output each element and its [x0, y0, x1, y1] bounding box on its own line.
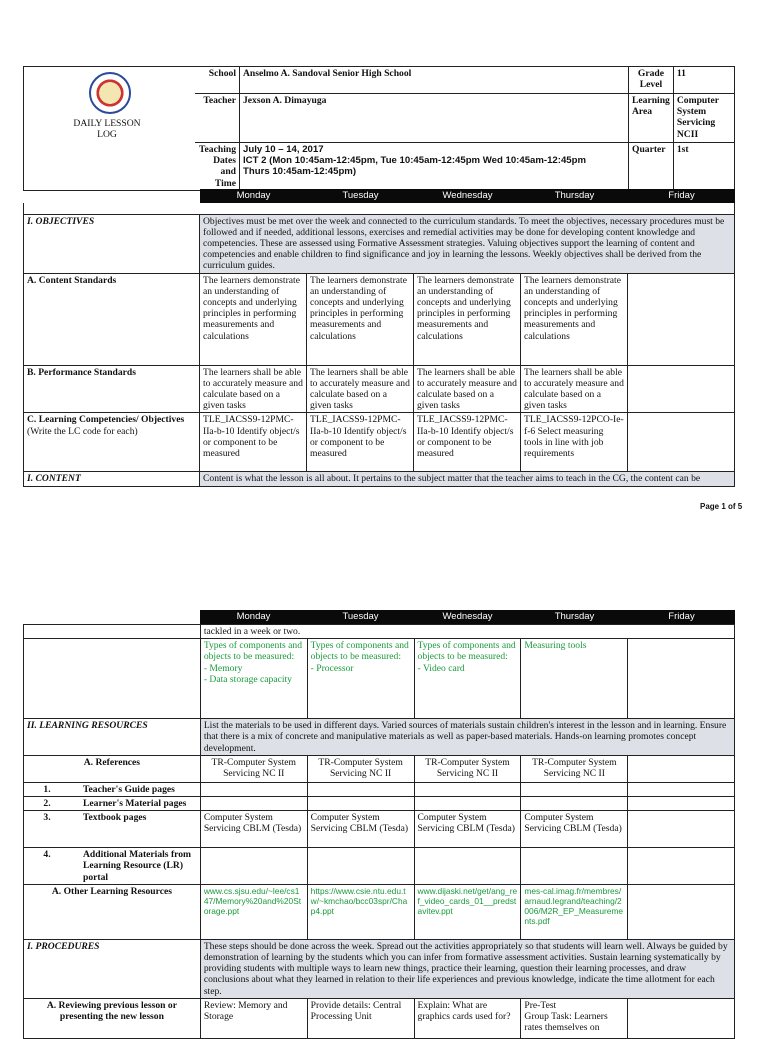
dates-line-2: ICT 2 (Mon 10:45am-12:45pm, Tue 10:45am-12:45pm Wed 10:45am-12:45pm — [243, 155, 587, 167]
performance-standards-thu: The learners shall be able to accurately measure and calculate based on a given tasks — [521, 365, 628, 413]
link-tue[interactable]: https://www.csie.ntu.edu.tw/~kmchao/bcc03spr/Chap4.ppt — [307, 884, 414, 939]
textbook-text: Textbook pages — [83, 812, 147, 824]
day-monday: Monday — [236, 190, 271, 201]
textbook-tue: Computer System Servicing CBLM (Tesda) — [307, 811, 414, 848]
learners-material-text: Learner's Material pages — [83, 798, 187, 810]
procedures-label: I. PROCEDURES — [24, 939, 201, 998]
performance-standards-tue: The learners shall be able to accurately measure and calculate based on a given tasks — [307, 365, 414, 413]
references-label: A. References — [24, 755, 201, 782]
grade-value: 11 — [673, 67, 734, 94]
topic-tue: Types of components and objects to be measured: - Processor — [307, 639, 414, 719]
performance-standards-mon: The learners shall be able to accurately measure and calculate based on a given tasks — [200, 365, 307, 413]
textbook-wed: Computer System Servicing CBLM (Tesda) — [414, 811, 521, 848]
learning-resources-text: List the materials to be used in different days. Varied sources of materials sustain children's interest in the lesson and in learning. Ensure that there is a mix of concrete and manipulative materials as well as paper-based materials. Hands-on learning promotes concept development. — [200, 719, 734, 756]
content-standards-tue: The learners demonstrate an understanding of concepts and underlying principles in performing measurements and calculations — [307, 273, 414, 365]
performance-standards-label: B. Performance Standards — [24, 365, 200, 413]
additional-materials-num: 4. — [43, 849, 51, 861]
competencies-thu: TLE_IACSS9-12PCO-Ie-f-6 Select measuring tools in line with job requirements — [521, 413, 628, 472]
dates-line-1: July 10 – 14, 2017 — [243, 144, 324, 155]
link-wed[interactable]: www.dijaski.net/get/ang_ref_video_cards_01__predstavitev.ppt — [414, 884, 521, 939]
reviewing-label: A. Reviewing previous lesson or presenting the new lesson — [24, 998, 201, 1038]
day-header-bar-2 — [200, 610, 735, 624]
objectives-table — [23, 203, 735, 487]
quarter-value: 1st — [673, 143, 734, 191]
competencies-wed: TLE_IACSS9-12PMC-IIa-b-10 Identify object/s or component to be measured — [414, 413, 521, 472]
area-label: Learning Area — [629, 94, 674, 143]
competencies-label — [24, 413, 200, 472]
learners-material-num: 2. — [43, 798, 51, 810]
textbook-label — [24, 811, 201, 848]
content-text — [200, 472, 735, 486]
day-tuesday: Tuesday — [342, 611, 379, 622]
content-standards-thu: The learners demonstrate an understanding of concepts and underlying principles in performing measurements and calculations — [521, 273, 628, 365]
performance-standards-fri — [628, 365, 735, 413]
references-wed: TR-Computer System Servicing NC II — [414, 755, 521, 782]
dates-label: Teaching Dates and Time — [195, 143, 240, 191]
additional-materials-text: Additional Materials from Learning Resource (LR) portal — [83, 849, 192, 883]
day-tuesday: Tuesday — [342, 190, 379, 201]
references-mon: TR-Computer System Servicing NC II — [200, 755, 307, 782]
competencies-mon: TLE_IACSS9-12PMC-IIa-b-10 Identify object/s or component to be measured — [200, 413, 307, 472]
dates-value — [240, 143, 629, 191]
area-value: Computer System Servicing NCII — [673, 94, 734, 143]
textbook-mon: Computer System Servicing CBLM (Tesda) — [200, 811, 307, 848]
references-tue: TR-Computer System Servicing NC II — [307, 755, 414, 782]
header-table — [23, 66, 735, 191]
learning-resources-label: II. LEARNING RESOURCES — [24, 719, 201, 756]
additional-materials-label — [24, 848, 201, 885]
content-standards-wed: The learners demonstrate an understanding of concepts and underlying principles in performing measurements and calculations — [414, 273, 521, 365]
grade-label: Grade Level — [629, 67, 674, 94]
competencies-tue: TLE_IACSS9-12PMC-IIa-b-10 Identify object/s or component to be measured — [307, 413, 414, 472]
day-thursday: Thursday — [554, 190, 595, 201]
teacher-value: Jexson A. Dimayuga — [240, 94, 629, 143]
link-mon[interactable]: www.cs.sjsu.edu/~lee/cs147/Memory%20and%20Storage.ppt — [200, 884, 307, 939]
content-standards-mon: The learners demonstrate an understanding of concepts and underlying principles in performing measurements and calculations — [200, 273, 307, 365]
objectives-label: I. OBJECTIVES — [24, 214, 200, 273]
reviewing-mon: Review: Memory and Storage — [200, 998, 307, 1038]
quarter-label: Quarter — [629, 143, 674, 191]
teachers-guide-text: Teacher's Guide pages — [83, 783, 175, 795]
learners-material-label — [24, 797, 201, 811]
topic-thu: Measuring tools — [521, 639, 628, 719]
link-thu[interactable]: mes-cal.imag.fr/membres/arnaud.legrand/teaching/2006/M2R_EP_Measurements.pdf — [521, 884, 628, 939]
textbook-thu: Computer System Servicing CBLM (Tesda) — [521, 811, 628, 848]
day-wednesday: Wednesday — [442, 611, 493, 622]
school-value: Anselmo A. Sandoval Senior High School — [240, 67, 629, 94]
references-thu: TR-Computer System Servicing NC II — [521, 755, 628, 782]
competencies-fri — [628, 413, 735, 472]
topic-wed: Types of components and objects to be measured: - Video card — [414, 639, 521, 719]
topic-fri — [628, 639, 735, 719]
performance-standards-wed: The learners shall be able to accurately measure and calculate based on a given tasks — [414, 365, 521, 413]
topic-mon: Types of components and objects to be measured: - Memory - Data storage capacity — [200, 639, 307, 719]
other-resources-label: A. Other Learning Resources — [24, 884, 201, 939]
reviewing-tue: Provide details: Central Processing Unit — [307, 998, 414, 1038]
content-standards-fri — [628, 273, 735, 365]
day-friday: Friday — [668, 190, 695, 201]
procedures-text: These steps should be done across the week. Spread out the activities appropriately so that students will learn well. Always be guided by demonstration of learning by the students which you can infer from formative assessment activities. Sustain learning systematically by providing students with multiple ways to learn new things, practice their learning, question their learning processes, and draw conclusions about what they learned in relation to their life experiences and previous knowledge, indicate the time allotment for each step. — [200, 939, 734, 998]
page-title: DAILY LESSON LOG — [73, 118, 141, 141]
teachers-guide-label — [24, 782, 201, 796]
content-continued-text: tackled in a week or two. — [200, 625, 734, 639]
day-wednesday: Wednesday — [442, 190, 493, 201]
day-monday: Monday — [236, 611, 271, 622]
textbook-num: 3. — [43, 812, 51, 824]
deped-seal-icon — [89, 72, 131, 114]
day-thursday: Thursday — [554, 611, 595, 622]
teachers-guide-num: 1. — [43, 783, 51, 795]
day-header-bar — [200, 189, 735, 203]
reviewing-wed: Explain: What are graphics cards used for? — [414, 998, 521, 1038]
teacher-label: Teacher — [195, 94, 240, 143]
title-cell — [24, 67, 196, 191]
page-number: Page 1 of 5 — [700, 502, 743, 511]
competencies-label-note: (Write the LC code for each) — [27, 425, 138, 437]
dates-line-3: Thurs 10:45am-12:45pm) — [243, 166, 357, 178]
content-standards-label: A. Content Standards — [24, 273, 200, 365]
content-label: I. CONTENT — [24, 472, 200, 486]
day-friday: Friday — [668, 611, 695, 622]
competencies-label-bold: C. Learning Competencies/ Objectives — [27, 414, 185, 426]
school-label: School — [195, 67, 240, 94]
objectives-text: Objectives must be met over the week and connected to the curriculum standards. To meet the objectives, necessary procedures must be followed and if needed, additional lessons, exercises and remedial activities may be done for developing content knowledge and competencies. These are assessed using Formative Assessment strategies. Valuing objectives support the learning of content and competencies and enable children to find significance and joy in learning the lessons. Weekly objectives shall be derived from the curriculum guides. — [200, 214, 735, 273]
reviewing-thu: Pre-Test Group Task: Learners rates themselves on — [521, 998, 628, 1038]
content-text-line: Content is what the lesson is all about. It pertains to the subject matter that the teacher aims to teach in the CG, the content can be — [203, 473, 701, 485]
resources-table — [23, 624, 735, 1039]
